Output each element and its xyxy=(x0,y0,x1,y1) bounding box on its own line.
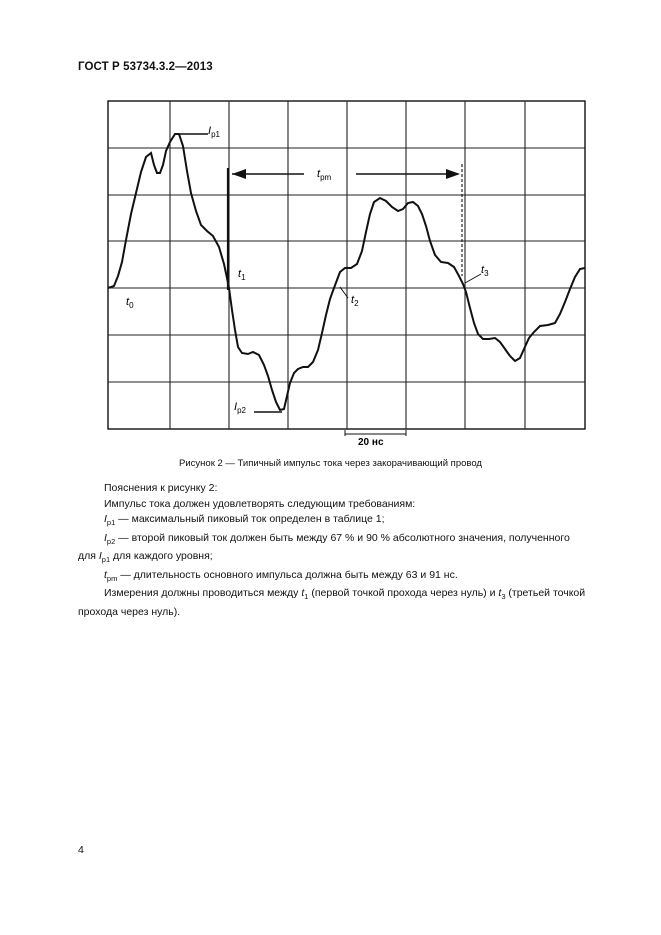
note-measurement-continued: прохода через нуль). xyxy=(78,605,181,618)
t3-leader xyxy=(465,274,481,283)
tpm-label: $t_{pm}$ xyxy=(317,168,332,182)
ip2-label: $I_{p2}$ xyxy=(234,401,246,415)
current-pulse-figure xyxy=(0,0,661,460)
note-ip2-continued: для $I_{p1}$ для каждого уровня; xyxy=(78,550,213,564)
figure-notes xyxy=(78,481,586,620)
figure-caption: Рисунок 2 — Типичный импульс тока через закорачивающий провод xyxy=(179,458,482,469)
grid-lines xyxy=(108,101,585,429)
t2-label: $t_2$ xyxy=(351,294,359,308)
notes-heading: Пояснения к рисунку 2: xyxy=(104,482,218,494)
t1-label: $t_1$ xyxy=(238,268,246,282)
note-measurement: Измерения должны проводиться между $t_1$ (первой точкой прохода через нуль) и $t_3$ (третьей точкой xyxy=(104,587,586,601)
notes-intro: Импульс тока должен удовлетворять следующим требованиям: xyxy=(104,497,416,510)
note-ip2: $I_{p2}$ — второй пиковый ток должен быть между 67 % и 90 % абсолютного значения, полученного xyxy=(104,531,570,546)
time-scale-label: 20 нс xyxy=(358,437,384,448)
tpm-arrowhead-left xyxy=(232,169,246,179)
note-ip1: $I_{p1}$ — максимальный пиковый ток определен в таблице 1; xyxy=(104,513,385,527)
ip1-label: $I_{p1}$ xyxy=(208,125,220,139)
t3-label: $t_3$ xyxy=(481,264,489,278)
t0-label: $t_0$ xyxy=(126,296,134,310)
time-scale-bar xyxy=(345,430,406,436)
page-number: 4 xyxy=(78,844,84,856)
note-tpm: $t_{pm}$ — длительность основного импульса должна быть между 63 и 91 нс. xyxy=(104,568,458,583)
document-header: ГОСТ Р 53734.3.2—2013 xyxy=(78,61,213,73)
tpm-arrowhead-right xyxy=(446,169,460,179)
